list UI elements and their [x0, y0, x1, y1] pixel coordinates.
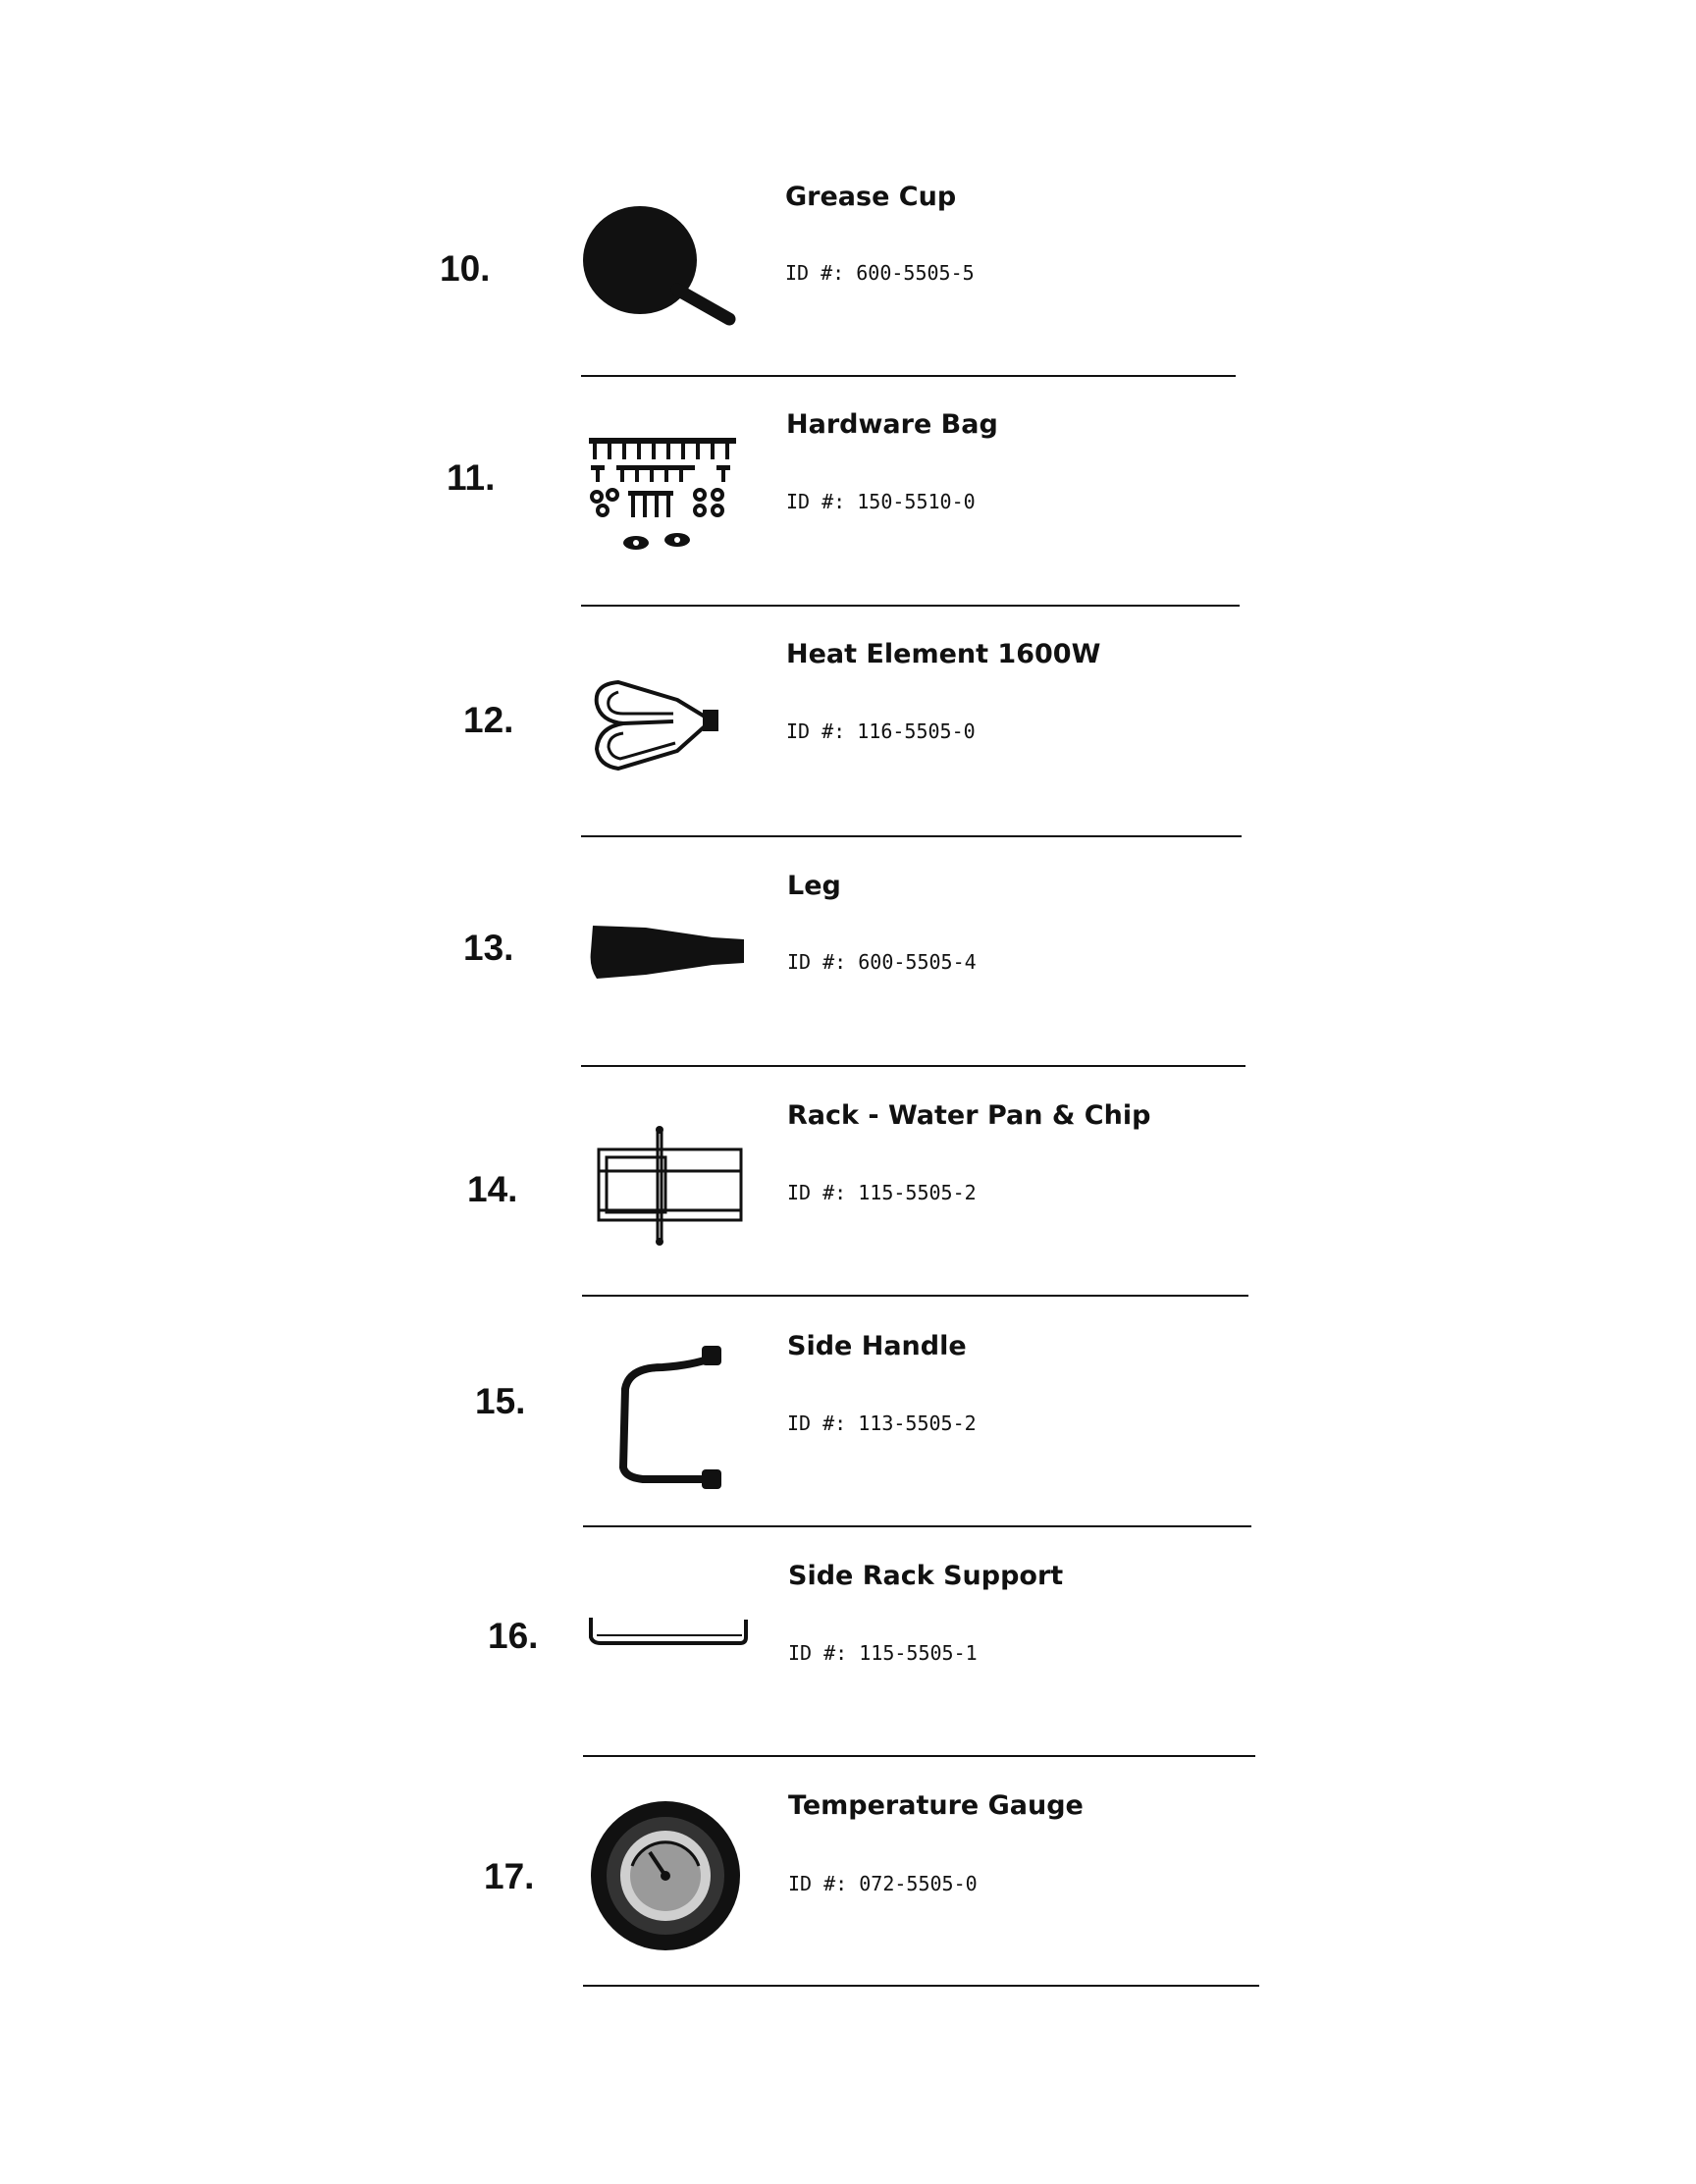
divider	[583, 1525, 1251, 1527]
divider	[583, 1985, 1259, 1987]
part-id: ID #: 600-5505-5	[785, 261, 975, 285]
leg-icon	[587, 869, 754, 1036]
divider	[582, 1295, 1248, 1297]
part-name: Hardware Bag	[786, 409, 998, 440]
part-name: Grease Cup	[785, 182, 957, 212]
hardware-bag-icon	[579, 420, 746, 587]
part-number: 16.	[488, 1616, 539, 1656]
temperature-gauge-icon	[589, 1791, 756, 1958]
part-number: 10.	[440, 248, 491, 289]
part-id: ID #: 600-5505-4	[787, 950, 977, 974]
part-id: ID #: 072-5505-0	[788, 1872, 978, 1895]
part-id: ID #: 116-5505-0	[786, 719, 976, 743]
side-handle-icon	[594, 1330, 761, 1497]
rack-icon	[589, 1104, 756, 1271]
divider	[581, 1065, 1246, 1067]
divider	[581, 375, 1236, 377]
part-number: 13.	[463, 928, 514, 968]
side-rack-support-icon	[587, 1559, 754, 1726]
divider	[583, 1755, 1255, 1757]
part-name: Side Handle	[787, 1331, 967, 1361]
part-id: ID #: 115-5505-2	[787, 1181, 977, 1204]
part-id: ID #: 115-5505-1	[788, 1641, 978, 1665]
divider	[581, 605, 1240, 607]
heat-element-icon	[589, 643, 756, 810]
part-number: 15.	[475, 1381, 526, 1421]
divider	[581, 835, 1242, 837]
part-name: Temperature Gauge	[788, 1790, 1084, 1821]
part-id: ID #: 113-5505-2	[787, 1412, 977, 1435]
part-name: Side Rack Support	[788, 1561, 1064, 1591]
part-number: 12.	[463, 700, 514, 740]
part-name: Rack - Water Pan & Chip	[787, 1100, 1151, 1131]
part-number: 17.	[484, 1856, 535, 1896]
part-name: Leg	[787, 871, 841, 901]
part-name: Heat Element 1600W	[786, 639, 1101, 669]
part-id: ID #: 150-5510-0	[786, 490, 976, 513]
part-number: 14.	[467, 1169, 518, 1209]
part-number: 11.	[447, 457, 496, 498]
